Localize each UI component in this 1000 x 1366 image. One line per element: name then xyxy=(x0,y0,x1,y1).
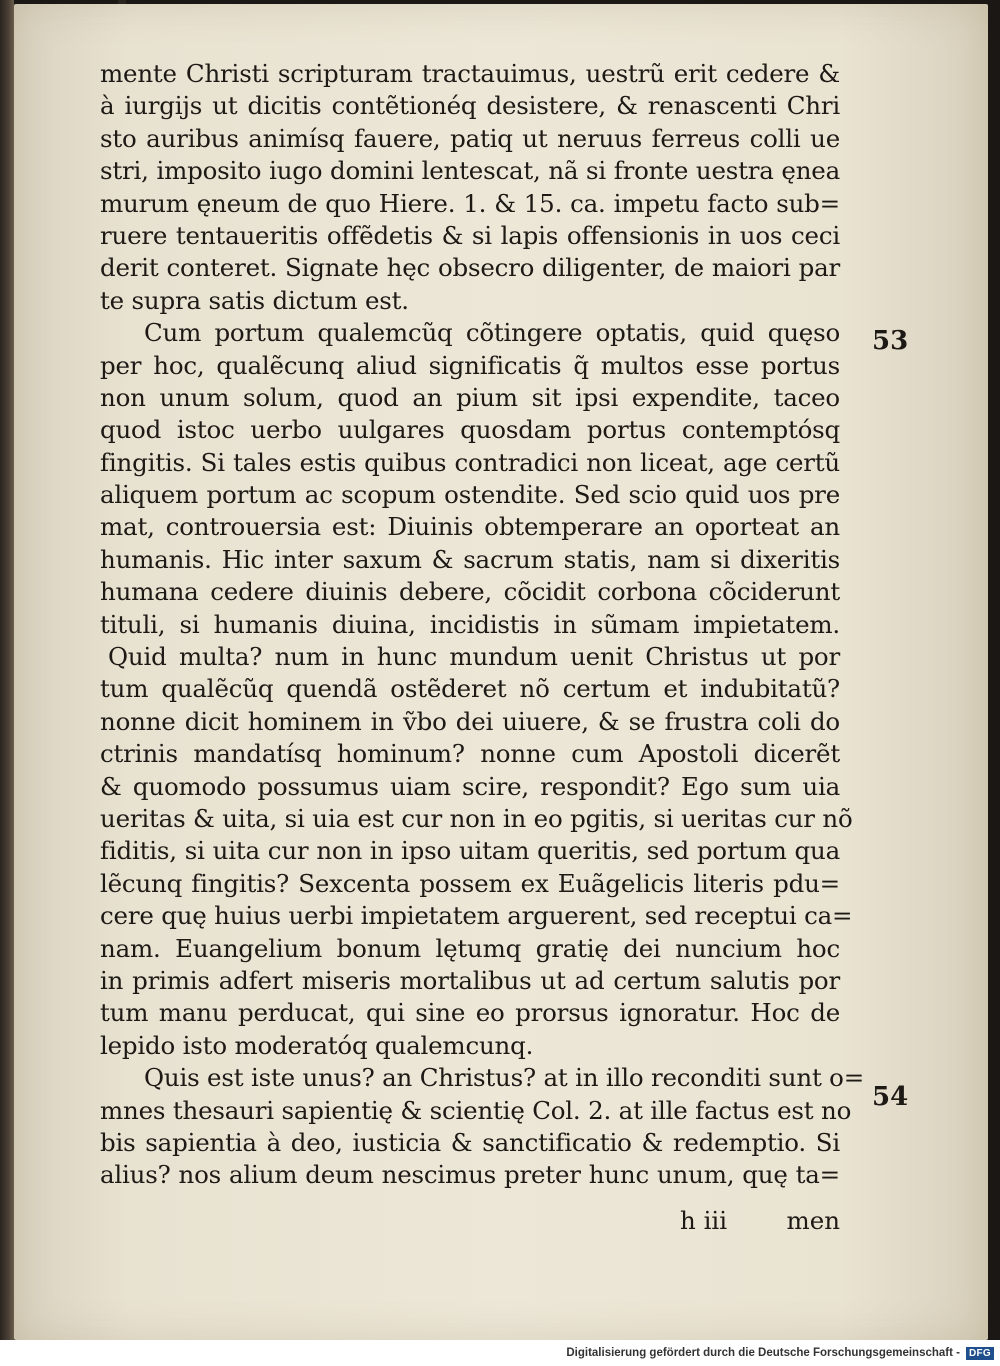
text-line: lẽcunq fingitis? Sexcenta possem ex Euãgelicis literis pdu= xyxy=(100,868,840,898)
text-line: in primis adfert miseris mortalibus ut ad certum salutis por xyxy=(100,965,840,995)
text-line: fingitis. Si tales estis quibus contradici non liceat, age certũ xyxy=(100,447,840,477)
text-line: cere quę huius uerbi impietatem arguerent, sed receptui ca= xyxy=(100,901,853,931)
text-line: te supra satis dictum est. xyxy=(100,285,409,315)
dfg-logo: DFG xyxy=(966,1347,994,1360)
body-text xyxy=(100,58,865,1192)
text-line: stri, imposito iugo domini lentescat, nã si fronte uestra ęnea xyxy=(100,156,840,186)
text-line: ruere tentaueritis offẽdetis & si lapis offensionis in uos ceci xyxy=(100,220,840,250)
catchword: men xyxy=(786,1206,840,1235)
text-line: fiditis, si uita cur non in ipso uitam queritis, sed portum qua xyxy=(100,836,840,866)
text-line: tum manu perducat, qui sine eo prorsus ignoratur. Hoc de xyxy=(100,998,840,1028)
text-line: humana cedere diuinis debere, cõcidit corbona cõciderunt xyxy=(100,577,840,607)
text-line: lepido isto moderatóq qualemcunq. xyxy=(100,1030,534,1060)
text-line: mente Christi scripturam tractauimus, uestrũ erit cedere & xyxy=(100,59,840,88)
text-line: nam. Euangelium bonum lętumq gratię dei nuncium hoc xyxy=(100,933,840,963)
text-line: murum ęneum de quo Hiere. 1. & 15. ca. impetu facto sub= xyxy=(100,188,840,218)
text-line: alius? nos alium deum nescimus preter hunc unum, quę ta= xyxy=(100,1160,840,1190)
signature-mark: h iii xyxy=(680,1206,728,1235)
text-line: Cum portum qualemcũq cõtingere optatis, quid quęso xyxy=(144,318,840,348)
marginal-number: 53 xyxy=(872,326,909,356)
text-line: humanis. Hic inter saxum & sacrum statis, nam si dixeritis xyxy=(100,544,840,574)
text-line: sto auribus animísq fauere, patiq ut neruus ferreus colli ue xyxy=(100,123,840,153)
text-line: per hoc, qualẽcunq aliud significatis q̃ multos esse portus xyxy=(100,350,840,380)
signature-line xyxy=(680,1206,840,1235)
text-line: derit conteret. Signate hęc obsecro diligenter, de maiori par xyxy=(100,253,840,283)
text-line: quod istoc uerbo uulgares quosdam portus contemptósq xyxy=(100,415,840,445)
text-line: ueritas & uita, si uia est cur non in eo pgitis, si ueritas cur nõ xyxy=(100,803,853,833)
digitization-footer xyxy=(0,1340,1000,1366)
text-line: & quomodo possumus uiam scire, respondit? Ego sum uia xyxy=(100,771,840,801)
text-line: bis sapientia à deo, iusticia & sanctificatio & redemptio. Si xyxy=(100,1127,840,1157)
text-line: à iurgijs ut dicitis contẽtionéq desistere, & renascenti Chri xyxy=(100,91,840,121)
text-line: tum qualẽcũq quendã ostẽderet nõ certum et indubitatũ? xyxy=(100,674,840,704)
text-line: Quid multa? num in hunc mundum uenit Christus ut por xyxy=(108,642,840,672)
text-line: tituli, si humanis diuina, incidistis in sũmam impietatem. xyxy=(100,609,840,639)
text-line: mnes thesauri sapientię & scientię Col. 2. at ille factus est no xyxy=(100,1095,852,1125)
text-line: Quis est iste unus? an Christus? at in illo reconditi sunt o= xyxy=(144,1063,865,1093)
text-line: ctrinis mandatísq hominum? nonne cum Apostoli dicerẽt xyxy=(100,739,840,769)
footer-credit: Digitalisierung gefördert durch die Deutsche Forschungsgemeinschaft - xyxy=(566,1347,960,1359)
book-gutter xyxy=(0,0,14,1366)
text-line: aliquem portum ac scopum ostendite. Sed scio quid uos pre xyxy=(100,480,840,510)
text-line: nonne dicit hominem in ṽbo dei uiuere, & se frustra coli do xyxy=(100,706,840,736)
text-line: non unum solum, quod an pium sit ipsi expendite, taceo xyxy=(100,382,840,412)
text-line: mat, controuersia est: Diuinis obtemperare an oporteat an xyxy=(100,512,840,542)
marginal-number: 54 xyxy=(872,1082,909,1112)
